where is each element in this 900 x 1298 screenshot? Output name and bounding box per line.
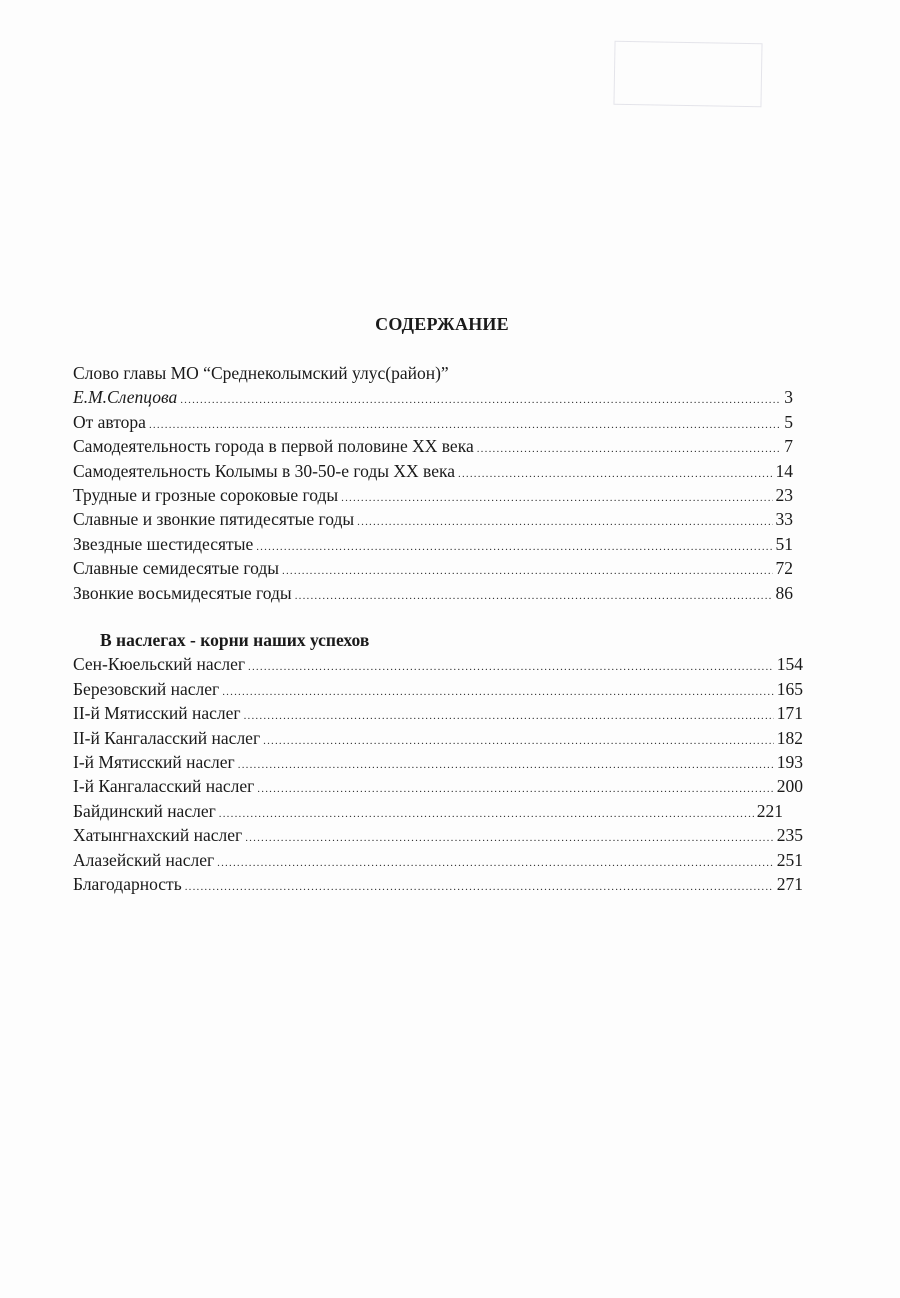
toc-label: Хатынгнахский наслег xyxy=(73,825,243,846)
dot-leader xyxy=(256,535,772,559)
library-stamp xyxy=(613,41,762,108)
dot-leader xyxy=(185,875,774,899)
toc-page-number: 200 xyxy=(776,776,803,797)
toc-page-number: 251 xyxy=(776,849,803,870)
toc-entry[interactable] xyxy=(73,556,793,580)
dot-leader xyxy=(263,729,774,753)
toc-label: Самодеятельность Колымы в 30-50-е годы XX века xyxy=(73,460,455,481)
toc-page-number: 235 xyxy=(776,825,803,846)
dot-leader xyxy=(219,802,754,826)
toc-page-number: 182 xyxy=(776,727,803,748)
toc-label: II-й Кангаласский наслег xyxy=(73,727,261,748)
toc-entry[interactable] xyxy=(73,823,803,847)
toc-page-number: 193 xyxy=(776,751,803,772)
dot-leader xyxy=(477,437,782,461)
toc-entry[interactable] xyxy=(73,434,793,458)
toc-label: Сен-Кюельский наслег xyxy=(73,654,246,675)
toc-entry[interactable] xyxy=(73,459,793,483)
toc-entry[interactable] xyxy=(73,652,803,676)
toc-page-number: 14 xyxy=(775,460,793,481)
toc-intro-line xyxy=(73,361,793,385)
toc-label: Трудные и грозные сороковые годы xyxy=(73,484,339,505)
toc-page-number: 72 xyxy=(775,558,793,579)
toc-entry[interactable] xyxy=(73,385,793,409)
dot-leader xyxy=(248,655,774,679)
toc-label: От автора xyxy=(73,411,146,432)
toc-entry[interactable] xyxy=(73,872,803,896)
dot-leader xyxy=(180,388,781,412)
toc-page-number: 154 xyxy=(776,654,803,675)
toc-page-number: 51 xyxy=(775,533,793,554)
toc-entry[interactable] xyxy=(73,483,793,507)
dot-leader xyxy=(244,704,774,728)
toc-label: Березовский наслег xyxy=(73,678,220,699)
toc-entry[interactable] xyxy=(73,581,793,605)
toc-label: Слово главы МО “Среднеколымский улус(район)” xyxy=(73,363,449,383)
toc-section-2 xyxy=(73,628,803,896)
toc-page-number: 23 xyxy=(775,484,793,505)
toc-page-number: 33 xyxy=(775,509,793,530)
toc-entry[interactable] xyxy=(73,532,793,556)
toc-page-number: 221 xyxy=(756,800,783,821)
dot-leader xyxy=(238,753,774,777)
toc-entry[interactable] xyxy=(73,774,803,798)
toc-label: Звонкие восьмидесятые годы xyxy=(73,582,292,603)
toc-label: II-й Мятисский наслег xyxy=(73,703,241,724)
dot-leader xyxy=(357,510,772,534)
dot-leader xyxy=(217,851,774,875)
toc-label: I-й Мятисский наслег xyxy=(73,751,235,772)
toc-entry[interactable] xyxy=(73,750,803,774)
dot-leader xyxy=(245,826,774,850)
dot-leader xyxy=(257,777,773,801)
page-title: СОДЕРЖАНИЕ xyxy=(375,314,509,334)
toc-label: Славные семидесятые годы xyxy=(73,558,280,579)
toc-label: Е.М.Слепцова xyxy=(73,387,178,408)
toc-entry[interactable] xyxy=(73,799,783,823)
toc-page-number: 171 xyxy=(776,703,803,724)
dot-leader xyxy=(222,680,774,704)
toc-page-number: 3 xyxy=(784,387,793,408)
toc-label: Благодарность xyxy=(73,873,182,894)
toc-entry[interactable] xyxy=(73,507,793,531)
toc-label: Алазейский наслег xyxy=(73,849,215,870)
toc-label: Славные и звонкие пятидесятые годы xyxy=(73,509,355,530)
toc-page-number: 271 xyxy=(776,873,803,894)
toc-entry[interactable] xyxy=(73,726,803,750)
toc-entry[interactable] xyxy=(73,848,803,872)
toc-page-number: 7 xyxy=(784,436,793,457)
toc-section-1 xyxy=(73,361,793,605)
dot-leader xyxy=(458,462,773,486)
toc-label: I-й Кангаласский наслег xyxy=(73,776,255,797)
toc-label: Звездные шестидесятые xyxy=(73,533,254,554)
dot-leader xyxy=(341,486,772,510)
toc-label: Самодеятельность города в первой половине XX века xyxy=(73,436,474,457)
dot-leader xyxy=(282,559,772,583)
dot-leader xyxy=(295,584,773,608)
toc-entry[interactable] xyxy=(73,701,803,725)
toc-entry[interactable] xyxy=(73,677,803,701)
toc-label: Байдинский наслег xyxy=(73,800,216,821)
toc-page-number: 5 xyxy=(784,411,793,432)
section-heading: В наслегах - корни наших успехов xyxy=(100,630,370,650)
toc-page-number: 86 xyxy=(775,582,793,603)
toc-page-number: 165 xyxy=(776,678,803,699)
toc-entry[interactable] xyxy=(73,410,793,434)
